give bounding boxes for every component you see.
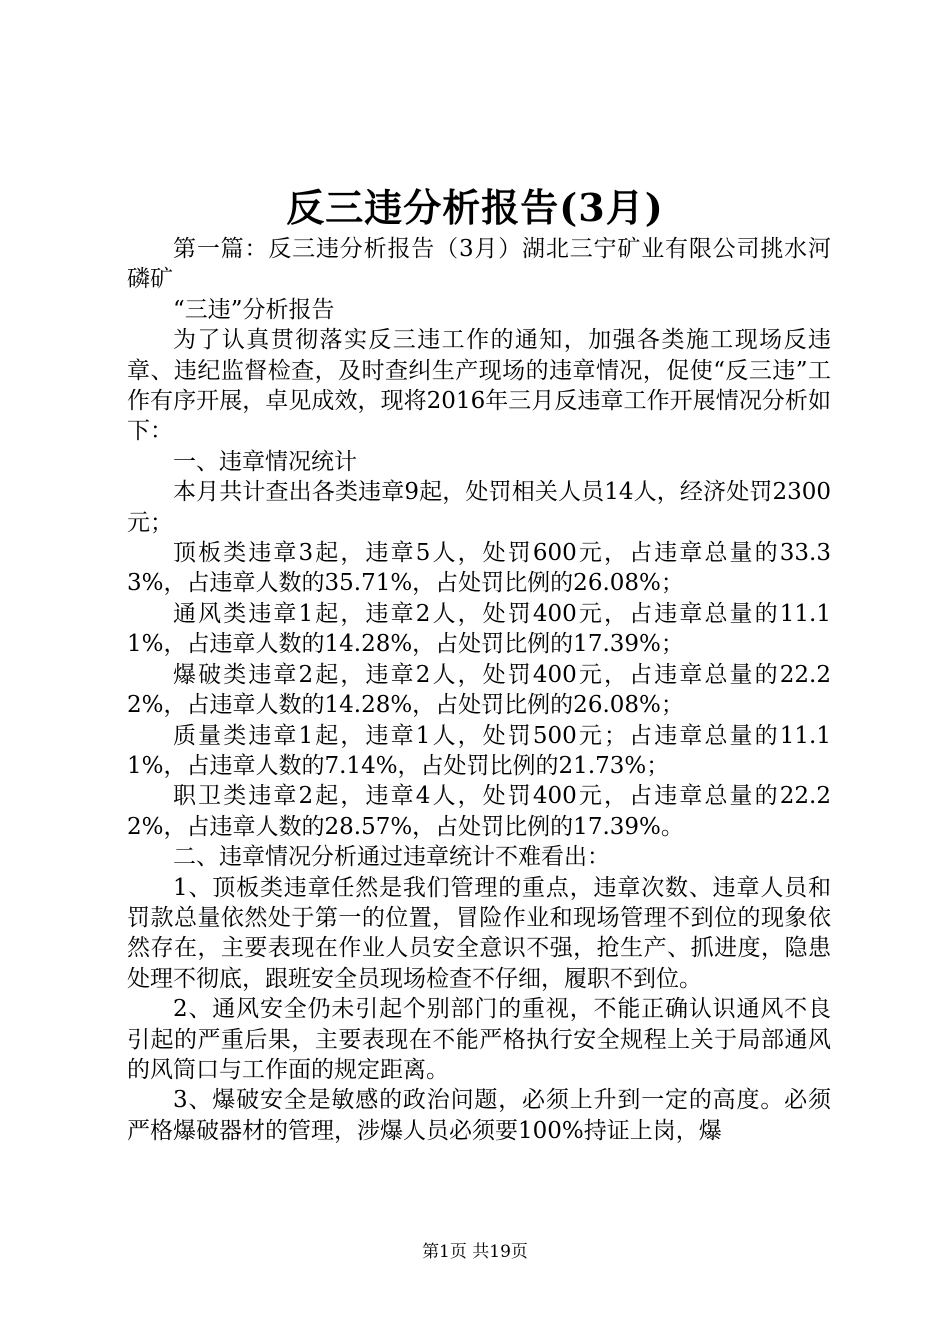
paragraph-occupational-health-violations: 职卫类违章2起，违章4人，处罚400元，占违章总量的22.22%，占违章人数的28.57%，占处罚比例的17.39%。 xyxy=(127,783,831,840)
page-footer xyxy=(0,1240,950,1264)
paragraph-purpose: 为了认真贯彻落实反三违工作的通知，加强各类施工现场反违章、违纪监督检查，及时查纠生产现场的违章情况，促使“反三违”工作有序开展，卓见成效，现将2016年三月反违章工作开展情况分析如下： xyxy=(127,327,831,445)
paragraph-quality-violations: 质量类违章1起，违章1人，处罚500元；占违章总量的11.11%，占违章人数的7.14%，占处罚比例的21.73%； xyxy=(127,722,831,779)
paragraph-blasting-violations: 爆破类违章2起，违章2人，处罚400元，占违章总量的22.22%，占违章人数的14.28%，占处罚比例的26.08%； xyxy=(127,661,831,719)
paragraph-report-heading: “三违”分析报告 xyxy=(173,296,335,323)
paragraph-roof-violations: 顶板类违章3起，违章5人，处罚600元，占违章总量的33.33%，占违章人数的35.71%，占处罚比例的26.08%； xyxy=(127,540,831,597)
document-title: 反三违分析报告(3月) xyxy=(286,185,664,230)
paragraph-total-violations: 本月共计查出各类违章9起，处罚相关人员14人，经济处罚2300元； xyxy=(127,479,831,536)
paragraph-analysis-roof: 1、顶板类违章任然是我们管理的重点，违章次数、违章人员和罚款总量依然处于第一的位置，冒险作业和现场管理不到位的现象依然存在，主要表现在作业人员安全意识不强，抢生产、抓进度，隐患处理不彻底，跟班安全员现场检查不仔细，履职不到位。 xyxy=(127,874,831,992)
paragraph-ventilation-violations: 通风类违章1起，违章2人，处罚400元，占违章总量的11.11%，占违章人数的14.28%，占处罚比例的17.39%； xyxy=(127,600,831,658)
section-heading-analysis: 二、违章情况分析通过违章统计不难看出： xyxy=(173,844,610,871)
page-number: 第1页 共19页 xyxy=(422,1242,528,1262)
section-heading-statistics: 一、违章情况统计 xyxy=(173,448,357,475)
document-body xyxy=(127,234,831,1146)
paragraph-intro: 第一篇：反三违分析报告（3月）湖北三宁矿业有限公司挑水河磷矿 xyxy=(127,236,831,293)
paragraph-analysis-blasting: 3、爆破安全是敏感的政治问题，必须上升到一定的高度。必须严格爆破器材的管理，涉爆人员必须要100%持证上岗，爆 xyxy=(127,1087,831,1144)
paragraph-analysis-ventilation: 2、通风安全仍未引起个别部门的重视，不能正确认识通风不良引起的严重后果，主要表现在不能严格执行安全规程上关于局部通风的风筒口与工作面的规定距离。 xyxy=(127,996,831,1083)
